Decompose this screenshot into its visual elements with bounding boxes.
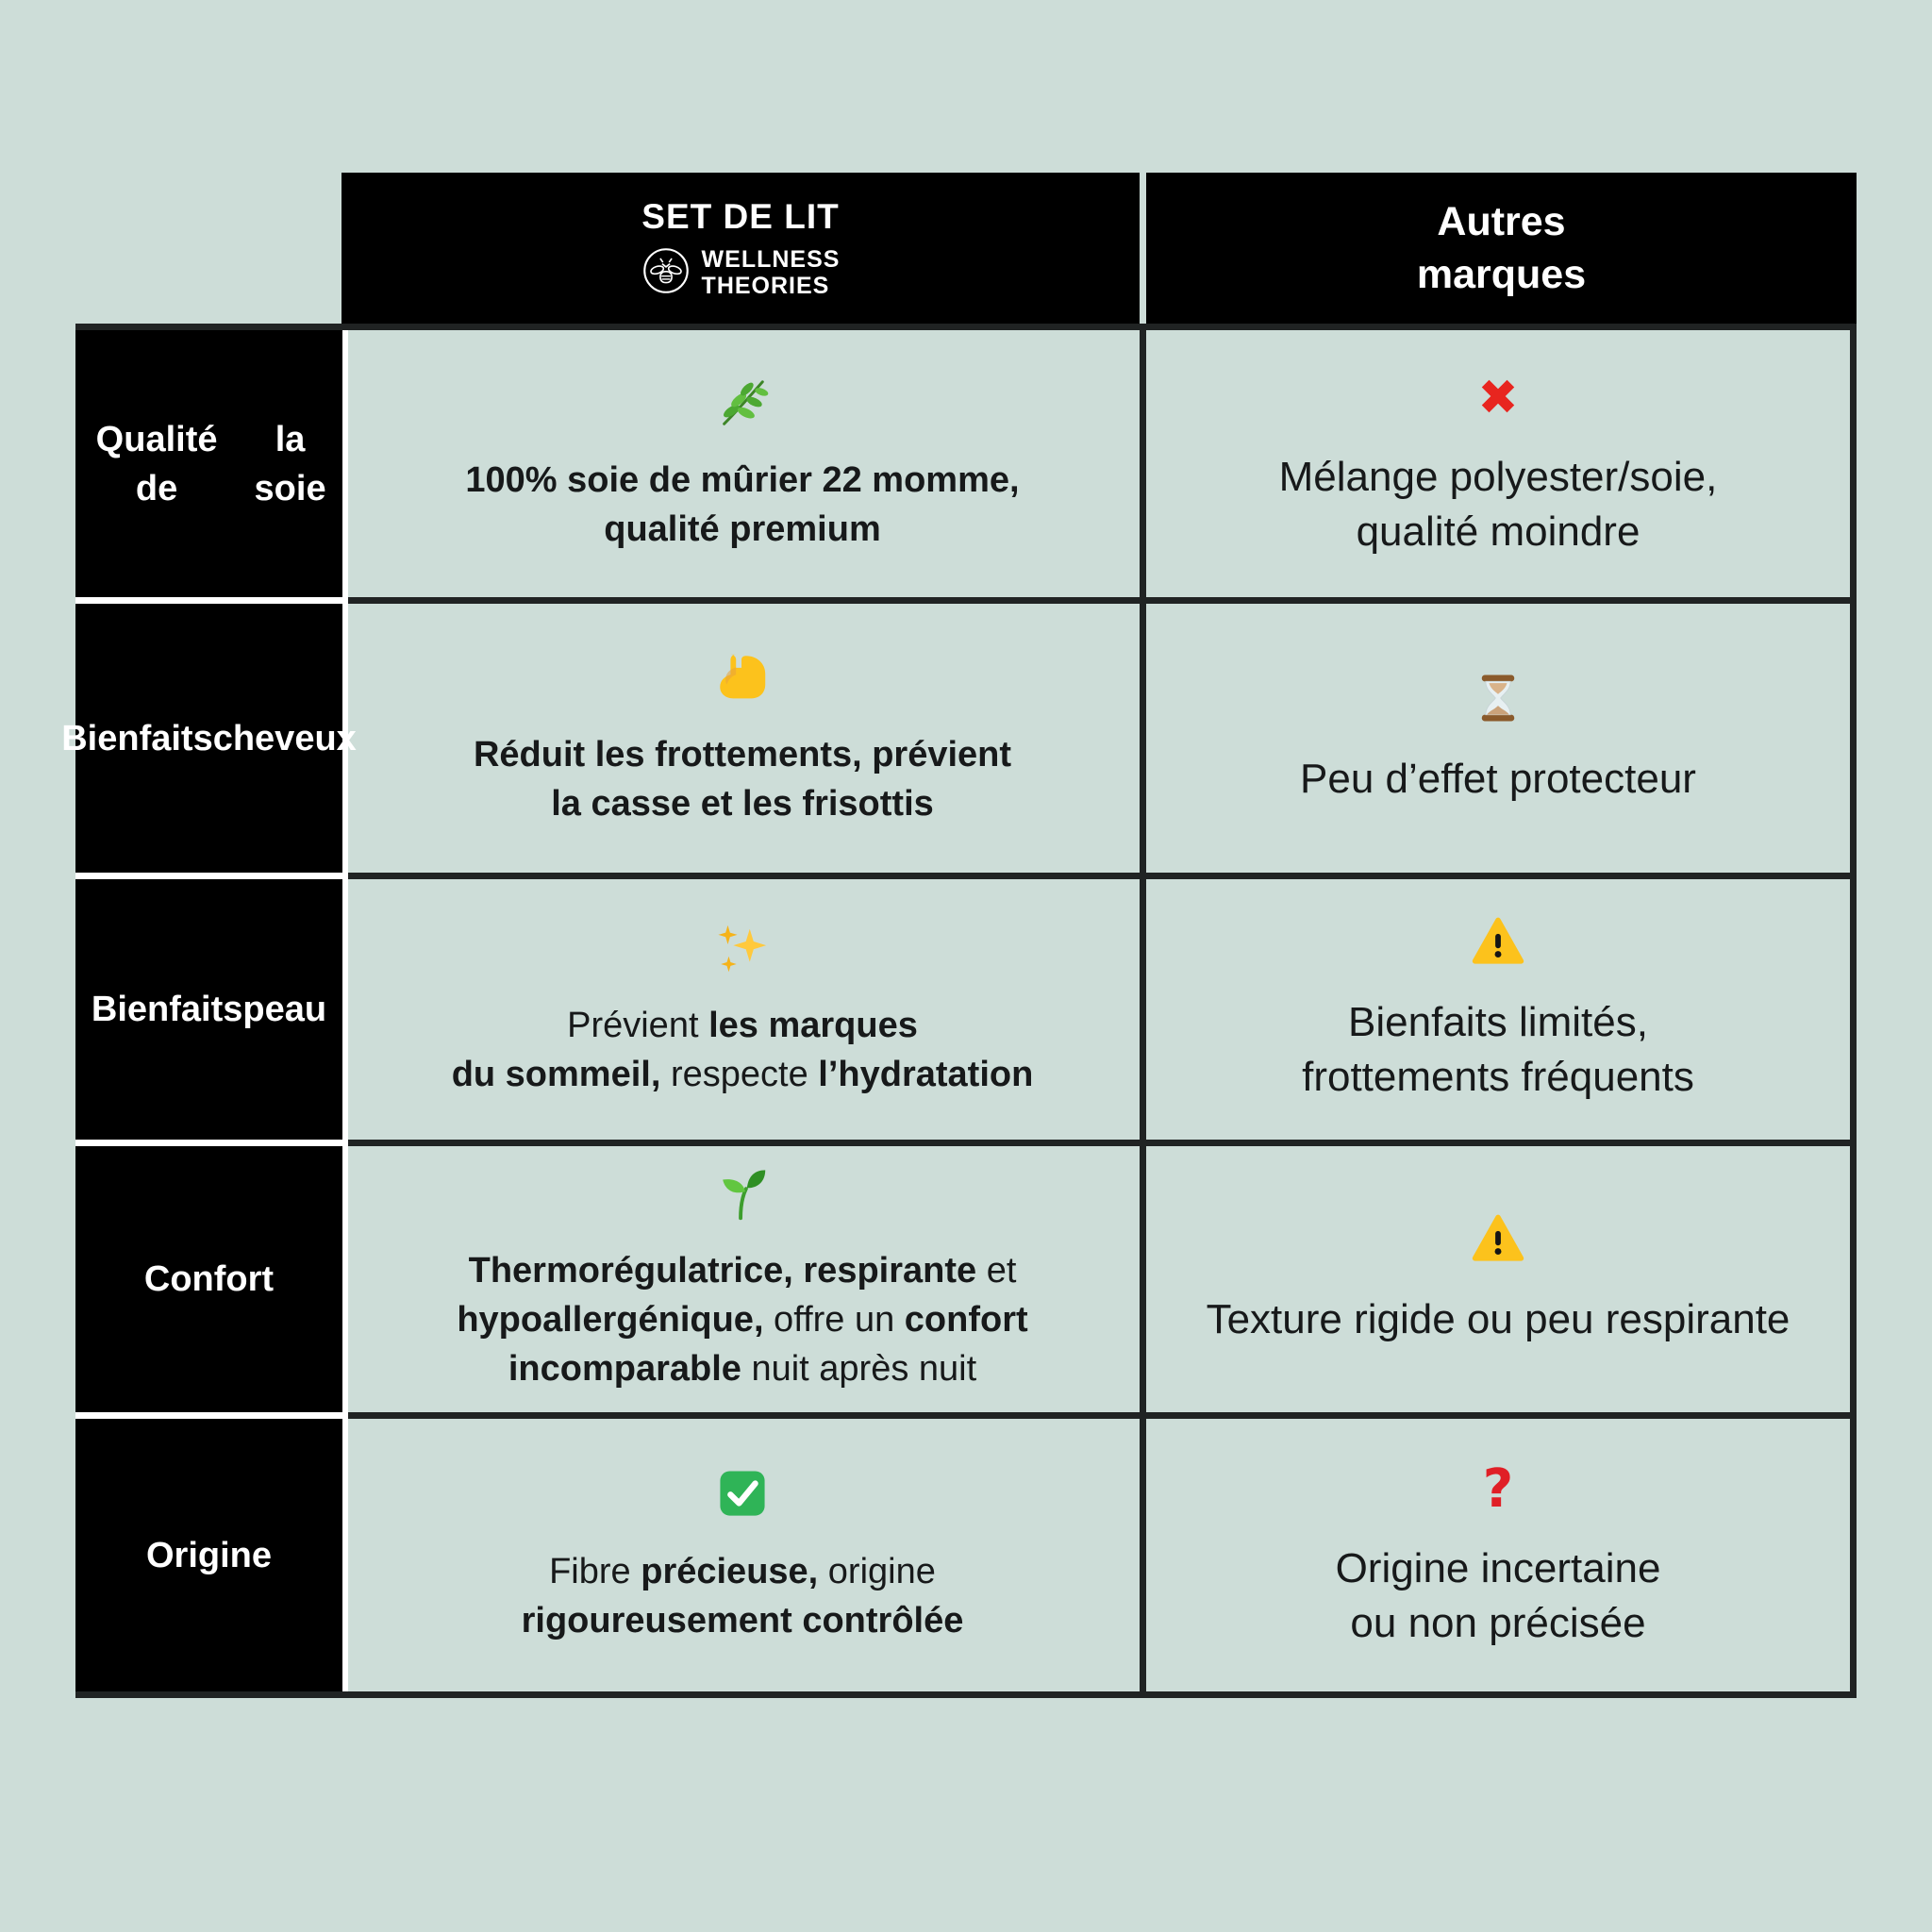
cell-silk-quality-brand — [345, 330, 1140, 597]
cell-text: Bienfaits limités, frottements fréquents — [1302, 999, 1694, 1100]
cell-skin-benefits-brand — [345, 879, 1140, 1140]
grid-border-right — [1850, 330, 1857, 1691]
seedling-icon — [713, 1165, 772, 1224]
header-brand-column — [341, 173, 1140, 324]
cell-hair-benefits-brand — [345, 604, 1140, 873]
row-label-bienfaits-peau: Bienfaits peau — [75, 879, 342, 1140]
herb-icon — [713, 375, 772, 433]
grid-border-top — [75, 324, 1857, 330]
brand-logo — [641, 246, 841, 300]
cell-text: Mélange polyester/soie, qualité moindre — [1278, 453, 1718, 555]
cell-text: 100% soie de mûrier 22 momme, qualité premium — [465, 459, 1020, 549]
grid-border-bottom — [75, 1691, 1857, 1698]
cell-text: Réduit les frottements, prévient la casse et les frisottis — [473, 734, 1012, 824]
row-label-origine: Origine — [75, 1419, 342, 1691]
bee-logo-icon — [641, 246, 691, 300]
header-other-column — [1146, 173, 1857, 324]
row-label-bienfaits-cheveux: Bienfaits cheveux — [75, 604, 342, 873]
check-mark-button-icon — [715, 1466, 770, 1524]
warning-icon — [1471, 1211, 1525, 1270]
row-label-confort: Confort — [75, 1146, 342, 1412]
cell-comfort-other — [1146, 1146, 1850, 1412]
brand-logo-line2: THEORIES — [701, 273, 830, 299]
cell-text: Peu d’effet protecteur — [1300, 755, 1696, 802]
other-brands-title: Autres marques — [1416, 199, 1587, 297]
hourglass-icon — [1471, 671, 1525, 729]
cross-mark-icon — [1471, 369, 1525, 427]
cell-origin-brand — [345, 1419, 1140, 1691]
cell-text: Prévient les marques du sommeil, respecte l’hydratation — [451, 1006, 1034, 1094]
cell-text: Origine incertaine ou non précisée — [1335, 1544, 1661, 1646]
brand-title: SET DE LIT — [641, 196, 840, 236]
sparkles-icon — [713, 920, 772, 978]
grid-row-border — [348, 1140, 1857, 1146]
cell-hair-benefits-other — [1146, 604, 1850, 873]
brand-logo-line1: WELLNESS — [701, 246, 841, 273]
flexed-biceps-icon — [713, 649, 772, 708]
cell-origin-other — [1146, 1419, 1850, 1691]
cell-text: Fibre précieuse, origine rigoureusement contrôlée — [521, 1551, 964, 1641]
grid-row-border — [348, 1412, 1857, 1419]
cell-text: Texture rigide ou peu respirante — [1206, 1296, 1790, 1342]
grid-row-border — [348, 873, 1857, 879]
cell-silk-quality-other — [1146, 330, 1850, 597]
grid-row-border — [348, 597, 1857, 604]
warning-icon — [1471, 914, 1525, 973]
cell-comfort-brand — [345, 1146, 1140, 1412]
grid-column-divider — [1140, 330, 1146, 1691]
cell-skin-benefits-other — [1146, 879, 1850, 1140]
row-label-qualite-de-la-soie: Qualité de la soie — [75, 330, 342, 597]
cell-text: Thermorégulatrice, respirante et hypoallergénique, offre un confort incomparable nuit après nuit — [457, 1251, 1028, 1389]
red-question-mark-icon: ? — [1482, 1457, 1514, 1520]
